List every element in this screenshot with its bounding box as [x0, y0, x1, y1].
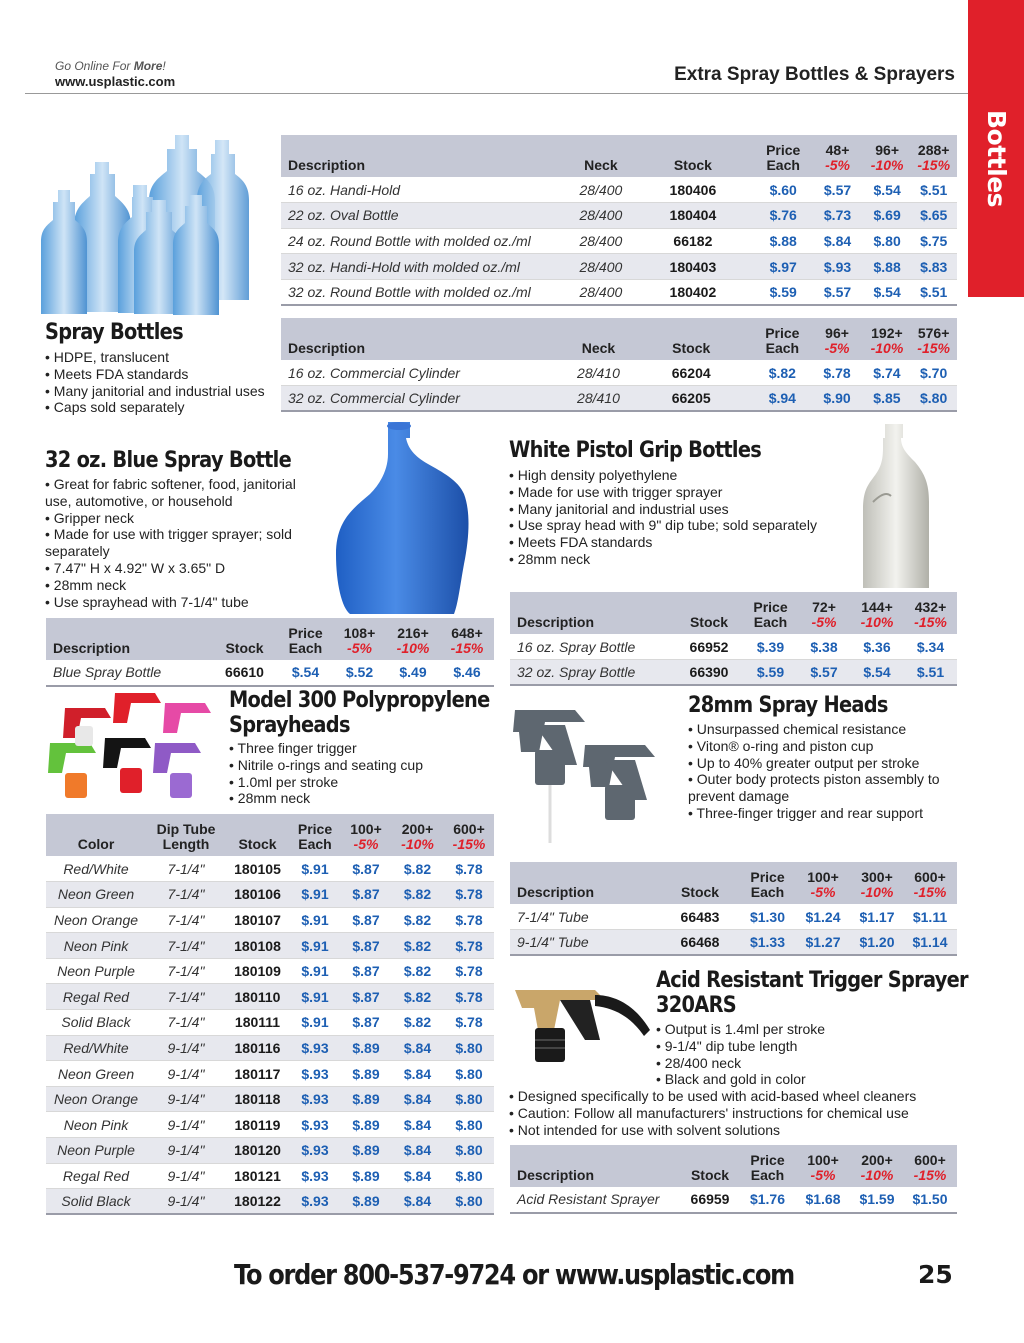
table-row — [281, 279, 957, 305]
table-cell: 16 oz. Spray Bottle — [510, 634, 675, 660]
table-cell: $.82 — [391, 856, 444, 882]
website-link[interactable]: www.usplastic.com — [55, 74, 176, 89]
table-cell: $.93 — [289, 1112, 341, 1138]
table-cell: 180403 — [631, 254, 756, 280]
bullet-item: • Use sprayhead with 7-1/4" tube — [45, 594, 315, 611]
table-header: Description Neck Stock Price Each 48+ -5% 96+ -10% 288+ -15% — [281, 135, 957, 177]
table-cell: $.93 — [289, 1035, 341, 1061]
table-cell: 32 oz. Spray Bottle — [510, 660, 675, 686]
table-cell: 9-1/4" — [146, 1035, 226, 1061]
table-cell: Neon Orange — [46, 907, 146, 933]
bullet-item: • Many janitorial and industrial uses — [509, 501, 849, 518]
table-cell: $.69 — [864, 203, 911, 229]
pistol-grip-title: White Pistol Grip Bottles — [509, 438, 762, 463]
table-cell: $.52 — [333, 660, 386, 686]
table-cell: 28/410 — [569, 386, 629, 412]
table-cell: $.65 — [910, 203, 957, 229]
table-cell: Acid Resistant Sprayer — [510, 1187, 680, 1213]
table-cell: 32 oz. Handi-Hold with molded oz./ml — [281, 254, 571, 280]
spray-bottles-title: Spray Bottles — [45, 320, 183, 345]
table-cell: $.78 — [444, 933, 494, 959]
table-cell: $.89 — [341, 1189, 391, 1215]
table-cell: 32 oz. Round Bottle with molded oz./ml — [281, 279, 571, 305]
table-cell: 9-1/4" Tube — [510, 930, 660, 956]
table-cell: Neon Pink — [46, 933, 146, 959]
table-cell: 66610 — [211, 660, 278, 686]
table-cell: $.87 — [341, 933, 391, 959]
table-row — [281, 228, 957, 254]
bullet-item: • Many janitorial and industrial uses — [45, 383, 275, 400]
table-cell: 9-1/4" — [146, 1086, 226, 1112]
acid-sprayer-table — [510, 1145, 957, 1214]
table-row — [46, 984, 494, 1010]
table-cell: 32 oz. Commercial Cylinder — [281, 386, 569, 412]
acid-sprayer-title: Acid Resistant Trigger Sprayer 320ARS — [656, 968, 968, 1018]
model-300-bullets — [229, 740, 489, 807]
table-cell: Neon Purple — [46, 958, 146, 984]
table-cell: $.82 — [391, 882, 444, 908]
table-cell: $.93 — [289, 1138, 341, 1164]
table-cell: 66204 — [628, 360, 754, 386]
table-cell: $.78 — [810, 360, 863, 386]
table-cell: Neon Green — [46, 1061, 146, 1087]
table-cell: $.80 — [444, 1061, 494, 1087]
table-row — [281, 203, 957, 229]
white-pistol-grip-bottle-image — [855, 422, 935, 592]
table-cell: 180122 — [226, 1189, 289, 1215]
table-row — [46, 660, 494, 686]
bullet-item: • Black and gold in color — [656, 1071, 956, 1088]
table-cell: 66952 — [675, 634, 743, 660]
table-cell: Neon Purple — [46, 1138, 146, 1164]
table-row — [46, 933, 494, 959]
table-cell: $.89 — [341, 1086, 391, 1112]
table-cell: 7-1/4" — [146, 1010, 226, 1036]
pistol-grip-bullets — [509, 467, 849, 568]
table-cell: $.54 — [864, 279, 911, 305]
table-cell: 180105 — [226, 856, 289, 882]
table-cell: $.84 — [391, 1035, 444, 1061]
table-cell: $.84 — [391, 1061, 444, 1087]
table-cell: $.80 — [444, 1112, 494, 1138]
table-cell: $.57 — [798, 660, 850, 686]
table-cell: $.84 — [391, 1138, 444, 1164]
table-cell: $.74 — [864, 360, 911, 386]
table-cell: $.89 — [341, 1163, 391, 1189]
table-cell: $.78 — [444, 984, 494, 1010]
table-cell: 7-1/4" — [146, 958, 226, 984]
table-row — [510, 660, 957, 686]
table-header: Color Dip Tube Length Stock Price Each 100+ -5% 200+ -10% 600+ -15% — [46, 814, 494, 856]
table-cell: 22 oz. Oval Bottle — [281, 203, 571, 229]
table-cell: $.93 — [289, 1163, 341, 1189]
spray-bottles-table-1 — [281, 135, 957, 306]
bullet-item: • Up to 40% greater output per stroke — [688, 755, 963, 772]
table-cell: $.39 — [743, 634, 798, 660]
table-cell: $.80 — [444, 1138, 494, 1164]
table-cell: 180117 — [226, 1061, 289, 1087]
table-cell: 180111 — [226, 1010, 289, 1036]
bullet-item: • HDPE, translucent — [45, 349, 275, 366]
table-cell: Solid Black — [46, 1010, 146, 1036]
table-cell: $.87 — [341, 882, 391, 908]
spray-heads-bullets — [688, 721, 963, 822]
bullet-item: • 28/400 neck — [656, 1055, 956, 1072]
table-row — [46, 856, 494, 882]
table-row — [46, 1061, 494, 1087]
acid-sprayer-bullets-long — [509, 1088, 959, 1138]
table-cell: $.85 — [864, 386, 911, 412]
table-cell: $1.59 — [851, 1187, 903, 1213]
table-cell: Neon Green — [46, 882, 146, 908]
table-cell: $.89 — [341, 1061, 391, 1087]
table-cell: $1.14 — [903, 930, 957, 956]
table-cell: $.78 — [444, 882, 494, 908]
acid-sprayer-bullets-short — [656, 1021, 956, 1088]
page-number: 25 — [918, 1260, 953, 1289]
table-cell: $.91 — [289, 984, 341, 1010]
bullet-item: • Made for use with trigger sprayer — [509, 484, 849, 501]
table-cell: $.84 — [811, 228, 864, 254]
table-cell: 7-1/4" — [146, 856, 226, 882]
table-cell: $.93 — [289, 1061, 341, 1087]
table-cell: 9-1/4" — [146, 1061, 226, 1087]
table-row — [46, 958, 494, 984]
table-cell: 9-1/4" — [146, 1138, 226, 1164]
table-cell: Regal Red — [46, 1163, 146, 1189]
table-cell: 66959 — [680, 1187, 740, 1213]
table-cell: Red/White — [46, 856, 146, 882]
table-cell: $1.76 — [740, 1187, 795, 1213]
table-cell: $.80 — [444, 1035, 494, 1061]
table-row — [46, 882, 494, 908]
table-cell: $.93 — [289, 1189, 341, 1215]
table-cell: $.91 — [289, 958, 341, 984]
table-cell: 24 oz. Round Bottle with molded oz./ml — [281, 228, 571, 254]
table-cell: $.87 — [341, 856, 391, 882]
spray-bottles-image — [40, 130, 270, 320]
table-row — [510, 634, 957, 660]
bullet-item: • 9-1/4" dip tube length — [656, 1038, 956, 1055]
table-cell: $.82 — [391, 907, 444, 933]
table-header: Description Stock Price Each 108+ -5% 216+ -10% 648+ -15% — [46, 618, 494, 660]
table-cell: $.73 — [811, 203, 864, 229]
table-cell: 7-1/4" — [146, 933, 226, 959]
table-row — [510, 930, 957, 956]
table-cell: 28/400 — [571, 228, 630, 254]
table-header: Description Stock Price Each 72+ -5% 144+ -10% 432+ -15% — [510, 592, 957, 634]
bullet-item: • Three finger trigger — [229, 740, 489, 757]
table-cell: 28/400 — [571, 254, 630, 280]
table-cell: 66205 — [628, 386, 754, 412]
spray-heads-title: 28mm Spray Heads — [688, 693, 888, 718]
colored-sprayheads-image — [45, 688, 225, 808]
model-300-table — [46, 814, 494, 1215]
bullet-item: • Made for use with trigger sprayer; sold separately — [45, 526, 315, 560]
table-cell: 180109 — [226, 958, 289, 984]
table-cell: $.93 — [289, 1086, 341, 1112]
table-cell: $.87 — [341, 907, 391, 933]
bullet-item: • 28mm neck — [509, 551, 849, 568]
table-cell: 66483 — [660, 904, 740, 930]
table-cell: $1.50 — [903, 1187, 957, 1213]
bullet-item: • Viton® o-ring and piston cup — [688, 738, 963, 755]
table-cell: $.54 — [278, 660, 333, 686]
table-cell: $.82 — [391, 933, 444, 959]
table-cell: $.91 — [289, 1010, 341, 1036]
blue-bottle-table — [46, 618, 494, 687]
table-cell: $1.30 — [740, 904, 795, 930]
table-cell: 7-1/4" Tube — [510, 904, 660, 930]
table-row — [46, 1189, 494, 1215]
blue-spray-bottle-image — [330, 420, 500, 620]
table-cell: 9-1/4" — [146, 1189, 226, 1215]
table-cell: $.80 — [444, 1189, 494, 1215]
table-cell: 180108 — [226, 933, 289, 959]
bullet-item: • Caps sold separately — [45, 399, 275, 416]
table-row — [46, 1138, 494, 1164]
table-cell: $.84 — [391, 1112, 444, 1138]
table-cell: 7-1/4" — [146, 882, 226, 908]
table-cell: 28/400 — [571, 203, 630, 229]
pistol-grip-table — [510, 592, 957, 686]
table-cell: $.80 — [864, 228, 911, 254]
table-cell: Neon Pink — [46, 1112, 146, 1138]
bullet-item: • Outer body protects piston assembly to prevent damage — [688, 771, 963, 805]
spray-heads-table — [510, 862, 957, 956]
table-cell: 66468 — [660, 930, 740, 956]
table-cell: 180406 — [631, 177, 756, 203]
order-footer: To order 800-537-9724 or www.usplastic.com — [234, 1258, 794, 1291]
table-cell: $.78 — [444, 1010, 494, 1036]
table-cell: $.88 — [864, 254, 911, 280]
bullet-item: • High density polyethylene — [509, 467, 849, 484]
bullet-item: • Designed specifically to be used with acid-based wheel cleaners — [509, 1088, 959, 1105]
bullet-item: • 7.47" H x 4.92" W x 3.65" D — [45, 560, 315, 577]
table-cell: 28/410 — [569, 360, 629, 386]
table-cell: $.54 — [864, 177, 911, 203]
table-cell: $1.11 — [903, 904, 957, 930]
blue-bottle-title: 32 oz. Blue Spray Bottle — [45, 448, 292, 473]
table-row — [46, 1010, 494, 1036]
table-cell: $.91 — [289, 907, 341, 933]
table-cell: $.94 — [754, 386, 810, 412]
bullet-item: • Great for fabric softener, food, janitorial use, automotive, or household — [45, 476, 315, 510]
table-cell: 16 oz. Handi-Hold — [281, 177, 571, 203]
bullet-item: • Not intended for use with solvent solutions — [509, 1122, 959, 1139]
bullet-item: • Nitrile o-rings and seating cup — [229, 757, 489, 774]
table-cell: $.76 — [755, 203, 811, 229]
bullet-item: • Gripper neck — [45, 510, 315, 527]
table-cell: $.75 — [910, 228, 957, 254]
table-cell: 66182 — [631, 228, 756, 254]
table-cell: $.70 — [910, 360, 957, 386]
table-cell: $.60 — [755, 177, 811, 203]
table-row — [46, 1163, 494, 1189]
table-cell: $.87 — [341, 1010, 391, 1036]
table-cell: 7-1/4" — [146, 984, 226, 1010]
table-cell: $1.24 — [795, 904, 851, 930]
table-cell: $1.20 — [851, 930, 903, 956]
table-cell: $.57 — [811, 279, 864, 305]
gray-spray-heads-image — [505, 695, 680, 845]
table-cell: 180119 — [226, 1112, 289, 1138]
table-cell: $.38 — [798, 634, 850, 660]
table-cell: $1.33 — [740, 930, 795, 956]
go-online-text: Go Online For More! — [55, 59, 166, 73]
table-cell: 180402 — [631, 279, 756, 305]
acid-resistant-sprayer-image — [510, 970, 655, 1070]
table-cell: Solid Black — [46, 1189, 146, 1215]
table-cell: $.80 — [910, 386, 957, 412]
table-cell: $.59 — [743, 660, 798, 686]
table-cell: $.88 — [755, 228, 811, 254]
table-cell: 180121 — [226, 1163, 289, 1189]
section-tab-label: Bottles — [982, 110, 1011, 208]
table-header: Description Neck Stock Price Each 96+ -5% 192+ -10% 576+ -15% — [281, 318, 957, 360]
table-cell: $.78 — [444, 958, 494, 984]
table-cell: $.91 — [289, 856, 341, 882]
spray-bottles-bullets — [45, 349, 275, 416]
table-cell: 180116 — [226, 1035, 289, 1061]
table-cell: $.87 — [341, 984, 391, 1010]
table-cell: Regal Red — [46, 984, 146, 1010]
table-cell: $.93 — [811, 254, 864, 280]
bullet-item: • 28mm neck — [45, 577, 315, 594]
table-cell: $.82 — [754, 360, 810, 386]
bullet-item: • Use spray head with 9" dip tube; sold separately — [509, 517, 849, 534]
table-cell: 9-1/4" — [146, 1163, 226, 1189]
table-cell: 180107 — [226, 907, 289, 933]
table-row — [46, 1035, 494, 1061]
table-cell: $.83 — [910, 254, 957, 280]
table-row — [46, 1112, 494, 1138]
table-row — [281, 386, 957, 412]
spray-bottles-table-2 — [281, 318, 957, 412]
table-cell: $.87 — [341, 958, 391, 984]
table-cell: 180404 — [631, 203, 756, 229]
table-cell: $.89 — [341, 1138, 391, 1164]
header-left — [55, 59, 175, 89]
table-header: Description Stock Price Each 100+ -5% 300+ -10% 600+ -15% — [510, 862, 957, 904]
table-cell: $.51 — [904, 660, 957, 686]
table-cell: $1.27 — [795, 930, 851, 956]
table-cell: $.51 — [910, 177, 957, 203]
table-cell: 180118 — [226, 1086, 289, 1112]
bullet-item: • Meets FDA standards — [509, 534, 849, 551]
table-cell: $.49 — [386, 660, 440, 686]
table-cell: $.78 — [444, 856, 494, 882]
table-cell: Red/White — [46, 1035, 146, 1061]
table-cell: Neon Orange — [46, 1086, 146, 1112]
table-cell: $.51 — [910, 279, 957, 305]
table-cell: $.89 — [341, 1112, 391, 1138]
blue-bottle-bullets — [45, 476, 315, 610]
table-cell: $.54 — [850, 660, 904, 686]
table-cell: 28/400 — [571, 177, 630, 203]
table-cell: 66390 — [675, 660, 743, 686]
bullet-item: • 1.0ml per stroke — [229, 774, 489, 791]
table-cell: $.82 — [391, 958, 444, 984]
table-cell: $.78 — [444, 907, 494, 933]
table-cell: 180110 — [226, 984, 289, 1010]
table-header: Description Stock Price Each 100+ -5% 200+ -10% 600+ -15% — [510, 1145, 957, 1187]
section-tab — [968, 0, 1024, 297]
table-cell: $1.68 — [795, 1187, 851, 1213]
table-cell: $.59 — [755, 279, 811, 305]
table-cell: $.82 — [391, 984, 444, 1010]
table-row — [281, 360, 957, 386]
header-divider — [25, 93, 968, 94]
table-cell: $.36 — [850, 634, 904, 660]
bullet-item: • Three-finger trigger and rear support — [688, 805, 963, 822]
table-cell: $.91 — [289, 882, 341, 908]
table-cell: $.84 — [391, 1086, 444, 1112]
table-cell: 180120 — [226, 1138, 289, 1164]
table-cell: $.80 — [444, 1163, 494, 1189]
bullet-item: • Caution: Follow all manufacturers' instructions for chemical use — [509, 1105, 959, 1122]
table-row — [281, 254, 957, 280]
table-cell: $.80 — [444, 1086, 494, 1112]
bullet-item: • Meets FDA standards — [45, 366, 275, 383]
table-cell: $.34 — [904, 634, 957, 660]
table-row — [46, 907, 494, 933]
table-row — [510, 904, 957, 930]
table-cell: Blue Spray Bottle — [46, 660, 211, 686]
table-row — [281, 177, 957, 203]
table-cell: 28/400 — [571, 279, 630, 305]
table-cell: $.84 — [391, 1163, 444, 1189]
table-cell: $.89 — [341, 1035, 391, 1061]
table-row — [510, 1187, 957, 1213]
page-title: Extra Spray Bottles & Sprayers — [674, 64, 955, 85]
table-cell: $.91 — [289, 933, 341, 959]
model-300-title: Model 300 Polypropylene Sprayheads — [229, 688, 490, 738]
table-cell: $1.17 — [851, 904, 903, 930]
table-cell: $.82 — [391, 1010, 444, 1036]
table-cell: 16 oz. Commercial Cylinder — [281, 360, 569, 386]
table-cell: $.97 — [755, 254, 811, 280]
bullet-item: • Output is 1.4ml per stroke — [656, 1021, 956, 1038]
bullet-item: • 28mm neck — [229, 790, 489, 807]
table-cell: 9-1/4" — [146, 1112, 226, 1138]
table-cell: $.90 — [810, 386, 863, 412]
table-cell: $.57 — [811, 177, 864, 203]
bullet-item: • Unsurpassed chemical resistance — [688, 721, 963, 738]
table-row — [46, 1086, 494, 1112]
table-cell: $.84 — [391, 1189, 444, 1215]
table-cell: 7-1/4" — [146, 907, 226, 933]
table-cell: 180106 — [226, 882, 289, 908]
table-cell: $.46 — [440, 660, 494, 686]
